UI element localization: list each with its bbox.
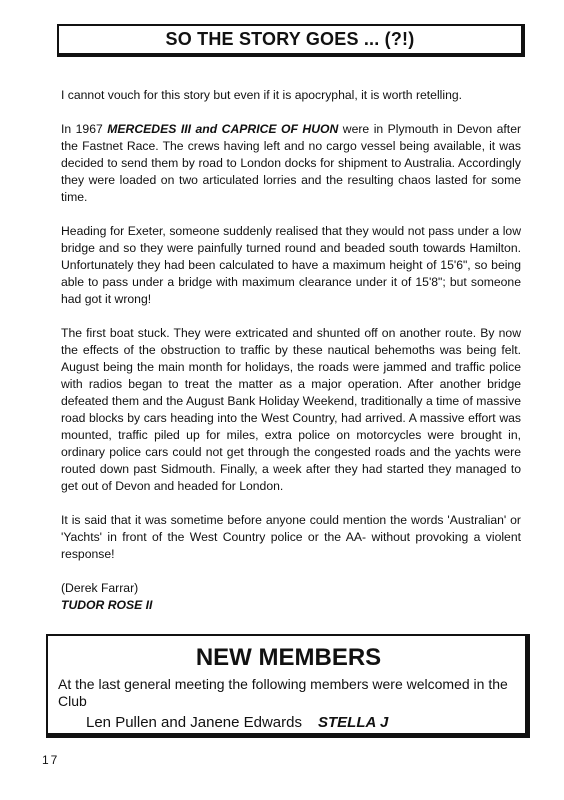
member-boat-name: STELLA J (318, 714, 389, 731)
year-text: In 1967 (61, 122, 103, 136)
author-byline: (Derek Farrar) (61, 581, 139, 595)
paragraph-2-rest: were in Plymouth in Devon after the Fastnet Race. The crews having left and no cargo vessel being available, it was decided to send them by road to London docks for shipment to Australia. Accordingly they were loaded on two articulated lorries and the resulting chaos lasted for some time. (61, 122, 522, 204)
story-intro-paragraph: I cannot vouch for this story but even if it is apocryphal, it is worth retelling. (61, 88, 463, 102)
new-members-box (46, 634, 530, 738)
page-number: 17 (42, 753, 60, 767)
new-members-heading: NEW MEMBERS (195, 644, 382, 671)
boat-name-caprice: CAPRICE OF HUON (221, 122, 339, 136)
and-text: and (195, 122, 218, 136)
story-body (61, 87, 521, 614)
new-members-intro: At the last general meeting the following members were welcomed in the Club (58, 676, 508, 709)
boat-name-mercedes: MERCEDES III (107, 122, 191, 136)
story-paragraph-5: It is said that it was sometime before anyone could mention the words 'Australian' or 'Yachts' in front of the West Country police or the AA- without provoking a violent response! (61, 513, 521, 561)
member-names: Len Pullen and Janene Edwards (86, 714, 302, 731)
story-paragraph-2 (61, 121, 521, 206)
story-title: SO THE STORY GOES ... (?!) (165, 29, 415, 49)
new-members-line (86, 713, 519, 733)
story-paragraph-4: The first boat stuck. They were extricated and shunted off on another route. By now the effects of the obstruction to traffic by these nautical behemoths was being felt. August being the main month for holidays, the roads were jammed and traffic police with radios began to treat the matter as a major operation. After another bridge defeated them and the August Bank Holiday Weekend, traditionally a time of massive road blocks by cars heading into the West Country, had arrived. A massive effort was mounted, traffic piled up for miles, extra police on motorcycles were brought in, ordinary police cars could not get through the congested roads and the yachts were routed down past Sidmouth. Finally, a week after they had started they managed to get out of Devon and headed for London. (61, 326, 521, 493)
story-title-box (57, 24, 525, 57)
author-boat-name: TUDOR ROSE II (61, 598, 153, 612)
story-paragraph-3: Heading for Exeter, someone suddenly realised that they would not pass under a low bridge and so they were painfully turned round and beaded south towards Hamilton. Unfortunately they had been calculated to have a maximum height of 15'6", so being able to pass under a bridge with maximum clearance under it of 15'8"; but someone had got it wrong! (61, 224, 521, 306)
